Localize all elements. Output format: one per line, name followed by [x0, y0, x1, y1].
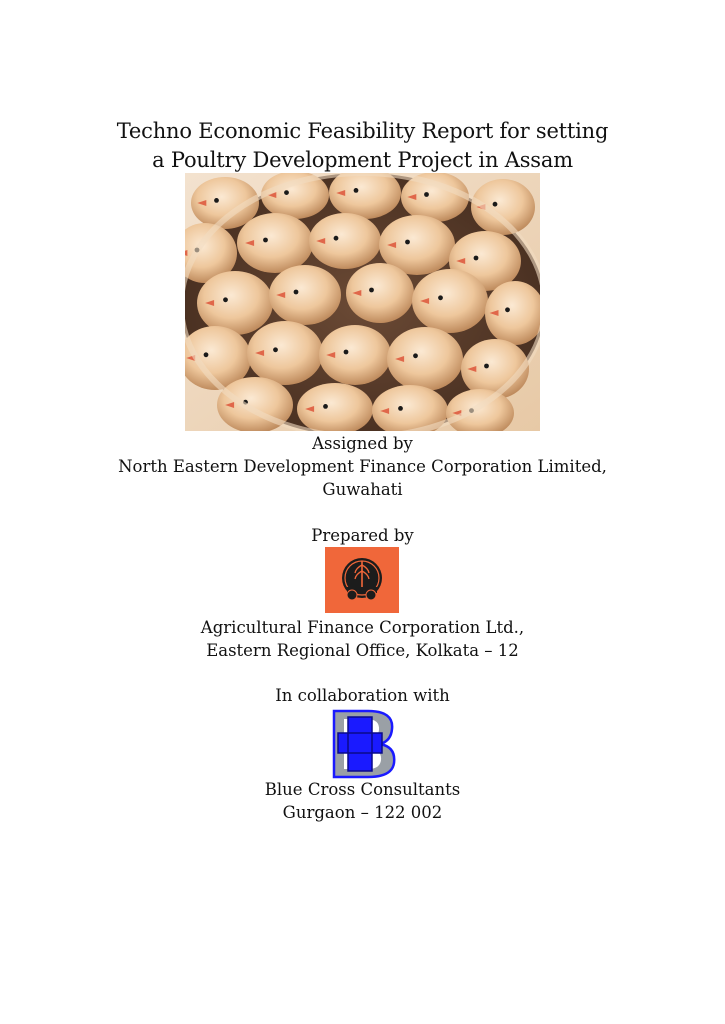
chick-eye — [493, 202, 498, 207]
chick-eye — [344, 350, 349, 355]
chick-eye — [424, 192, 429, 197]
chick-eye — [214, 198, 219, 203]
chick-eye — [413, 353, 418, 358]
collaboration-org-line-1: Blue Cross Consultants — [264, 780, 461, 799]
chick-eye — [273, 347, 278, 352]
chick-eye — [438, 295, 443, 300]
collaboration-label-wrap — [40, 684, 685, 707]
collaboration-org-line-2: Gurgaon – 122 002 — [282, 803, 443, 822]
chick-eye — [354, 188, 359, 193]
chick-eye — [484, 364, 489, 369]
report-title-line-1: Techno Economic Feasibility Report for setting — [116, 119, 609, 143]
collaboration-section — [40, 778, 685, 824]
chick-eye — [263, 238, 268, 243]
chick-eye — [284, 190, 289, 195]
afc-logo — [325, 547, 399, 613]
chick-eye — [223, 297, 228, 302]
chick-eye — [369, 288, 374, 293]
prepared-by-org-line-1: Agricultural Finance Corporation Ltd., — [200, 618, 525, 637]
assigned-by-org-line-1: North Eastern Development Finance Corporation Limited, — [118, 457, 607, 476]
chick-beak — [185, 250, 187, 256]
assigned-by-org-line-2: Guwahati — [322, 480, 403, 499]
chick-eye — [474, 256, 479, 261]
prepared-by-section — [40, 616, 685, 662]
collaboration-label: In collaboration with — [275, 686, 450, 705]
chick-eye — [323, 404, 328, 409]
report-title — [40, 117, 685, 175]
assigned-by-section — [40, 432, 685, 501]
chick-eye — [204, 352, 209, 357]
chick-eye — [294, 290, 299, 295]
chick-eye — [405, 240, 410, 245]
prepared-by-org-line-2: Eastern Regional Office, Kolkata – 12 — [206, 641, 519, 660]
chick-eye — [505, 307, 510, 312]
blue-cross-logo — [322, 709, 398, 779]
assigned-by-label: Assigned by — [312, 434, 413, 453]
prepared-by-label-wrap — [40, 524, 685, 547]
chick-eye — [334, 236, 339, 241]
report-title-line-2: a Poultry Development Project in Assam — [152, 148, 573, 172]
chicks-photo — [185, 173, 540, 431]
chick-eye — [398, 406, 403, 411]
prepared-by-label: Prepared by — [311, 526, 414, 545]
